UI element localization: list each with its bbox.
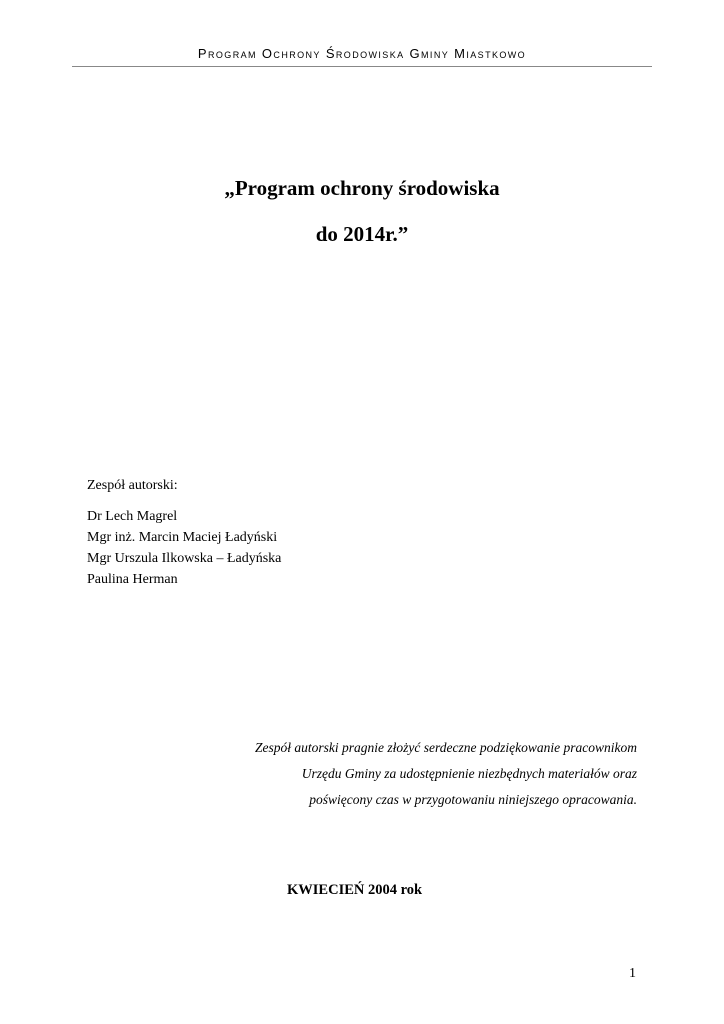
author-name: Paulina Herman bbox=[87, 572, 178, 587]
authors-label: Zespół autorski: bbox=[87, 478, 178, 493]
author-name: Mgr inż. Marcin Maciej Ładyński bbox=[87, 530, 278, 545]
author-name: Dr Lech Magrel bbox=[87, 509, 178, 524]
header-divider bbox=[72, 66, 652, 67]
acknowledgement-block bbox=[157, 735, 637, 813]
acknowledgement-line: poświęcony czas w przygotowaniu niniejszego opracowania. bbox=[309, 792, 637, 807]
authors-list bbox=[87, 506, 281, 590]
author-name: Mgr Urszula Ilkowska – Ładyńska bbox=[87, 551, 282, 566]
page-number: 1 bbox=[629, 966, 636, 981]
running-header: Program Ochrony Środowiska Gminy Miastkowo bbox=[197, 46, 527, 61]
document-title-line-1: „Program ochrony środowiska bbox=[224, 176, 500, 200]
acknowledgement-line: Zespół autorski pragnie złożyć serdeczne podziękowanie pracownikom bbox=[255, 740, 637, 755]
document-title-line-2: do 2014r.” bbox=[315, 222, 409, 246]
acknowledgement-line: Urzędu Gminy za udostępnienie niezbędnych materiałów oraz bbox=[301, 766, 637, 781]
publication-date: KWIECIEŃ 2004 rok bbox=[287, 882, 423, 898]
